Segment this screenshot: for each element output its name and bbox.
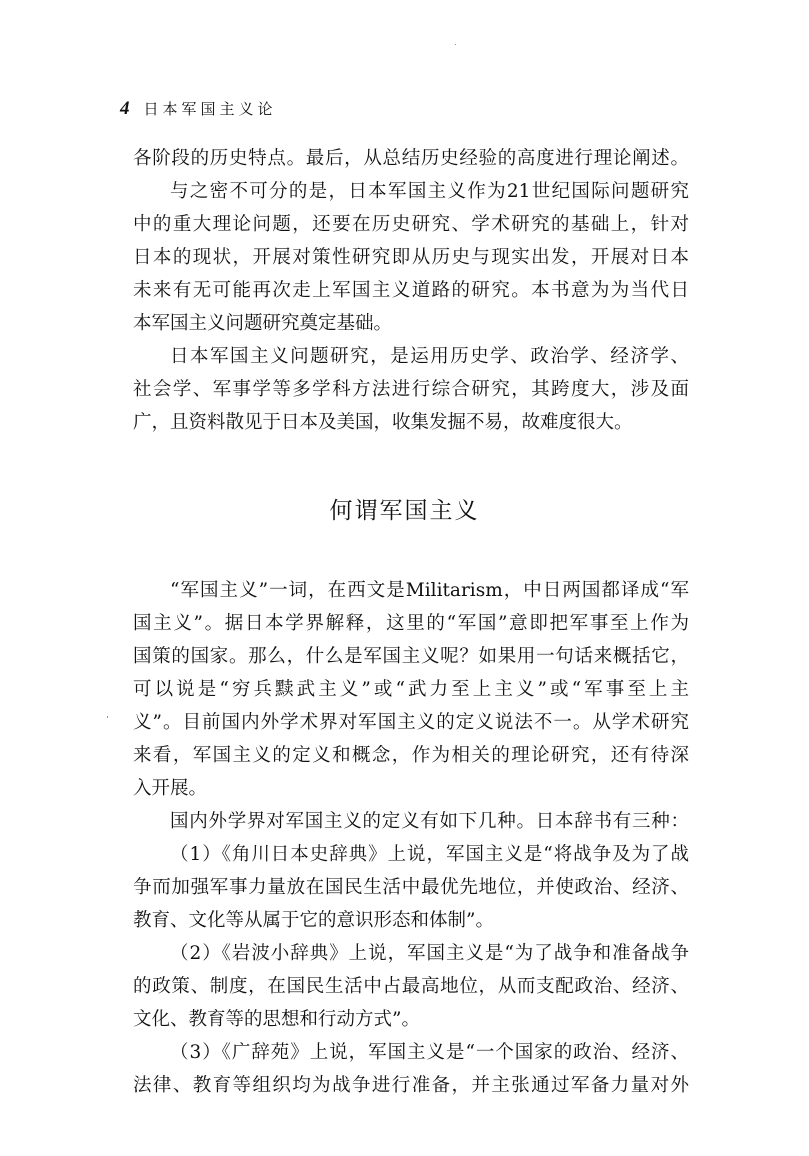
running-title: 日本军国主义论 — [143, 100, 277, 118]
text-line: （1）《角川日本史辞典》上说，军国主义是“将战争及为了战 — [170, 844, 689, 865]
intro-text — [133, 142, 689, 439]
text-line: 教育、文化等从属于它的意识形态和体制”。 — [133, 910, 494, 931]
text-line: 入开展。 — [133, 778, 208, 799]
text-line: 文化、教育等的思想和行动方式”。 — [133, 1009, 420, 1030]
text-line: 未来有无可能再次走上军国主义道路的研究。本书意为为当代日 — [133, 280, 689, 301]
text-line: 日本的现状，开展对策性研究即从历史与现实出发，开展对日本 — [133, 247, 689, 268]
text-line: 法律、教育等组织均为战争进行准备，并主张通过军备力量对外 — [133, 1075, 689, 1096]
text-line: “军国主义”一词，在西文是Militarism，中日两国都译成“军 — [170, 580, 689, 601]
text-line: 日本军国主义问题研究，是运用历史学、政治学、经济学、 — [170, 346, 689, 367]
text-line: 国主义”。据日本学界解释，这里的“军国”意即把军事至上作为 — [133, 613, 689, 634]
text-line: 本军国主义问题研究奠定基础。 — [133, 313, 393, 334]
scan-speck — [455, 44, 456, 45]
text-line: 中的重大理论问题，还要在历史研究、学术研究的基础上，针对 — [133, 214, 689, 235]
text-line: 来看，军国主义的定义和概念，作为相关的理论研究，还有待深 — [133, 745, 689, 766]
text-line: （3）《广辞苑》上说，军国主义是“一个国家的政治、经济、 — [170, 1042, 689, 1063]
section-heading: 何谓军国主义 — [329, 498, 480, 524]
text-line: 的政策、制度，在国民生活中占最高地位，从而支配政治、经济、 — [133, 976, 689, 997]
body-text — [133, 574, 689, 1102]
text-line: 广，且资料散见于日本及美国，收集发掘不易，故难度很大。 — [133, 412, 633, 433]
text-line: 义”。目前国内外学术界对军国主义的定义说法不一。从学术研究 — [133, 712, 689, 733]
page-header — [120, 98, 277, 120]
text-line: 可以说是“穷兵黩武主义”或“武力至上主义”或“军事至上主 — [133, 679, 689, 700]
text-line: 社会学、军事学等多学科方法进行综合研究，其跨度大，涉及面 — [133, 379, 689, 400]
scan-speck — [107, 716, 108, 718]
text-line: 各阶段的历史特点。最后，从总结历史经验的高度进行理论阐述。 — [133, 148, 689, 169]
text-line: 争而加强军事力量放在国民生活中最优先地位，并使政治、经济、 — [133, 877, 689, 898]
text-line: 与之密不可分的是，日本军国主义作为21世纪国际问题研究 — [170, 181, 689, 202]
text-line: （2）《岩波小辞典》上说，军国主义是“为了战争和准备战争 — [170, 943, 689, 964]
text-line: 国策的国家。那么，什么是军国主义呢？如果用一句话来概括它， — [133, 646, 689, 667]
page-number: 4 — [120, 98, 130, 119]
text-line: 国内外学界对军国主义的定义有如下几种。日本辞书有三种： — [170, 811, 689, 832]
